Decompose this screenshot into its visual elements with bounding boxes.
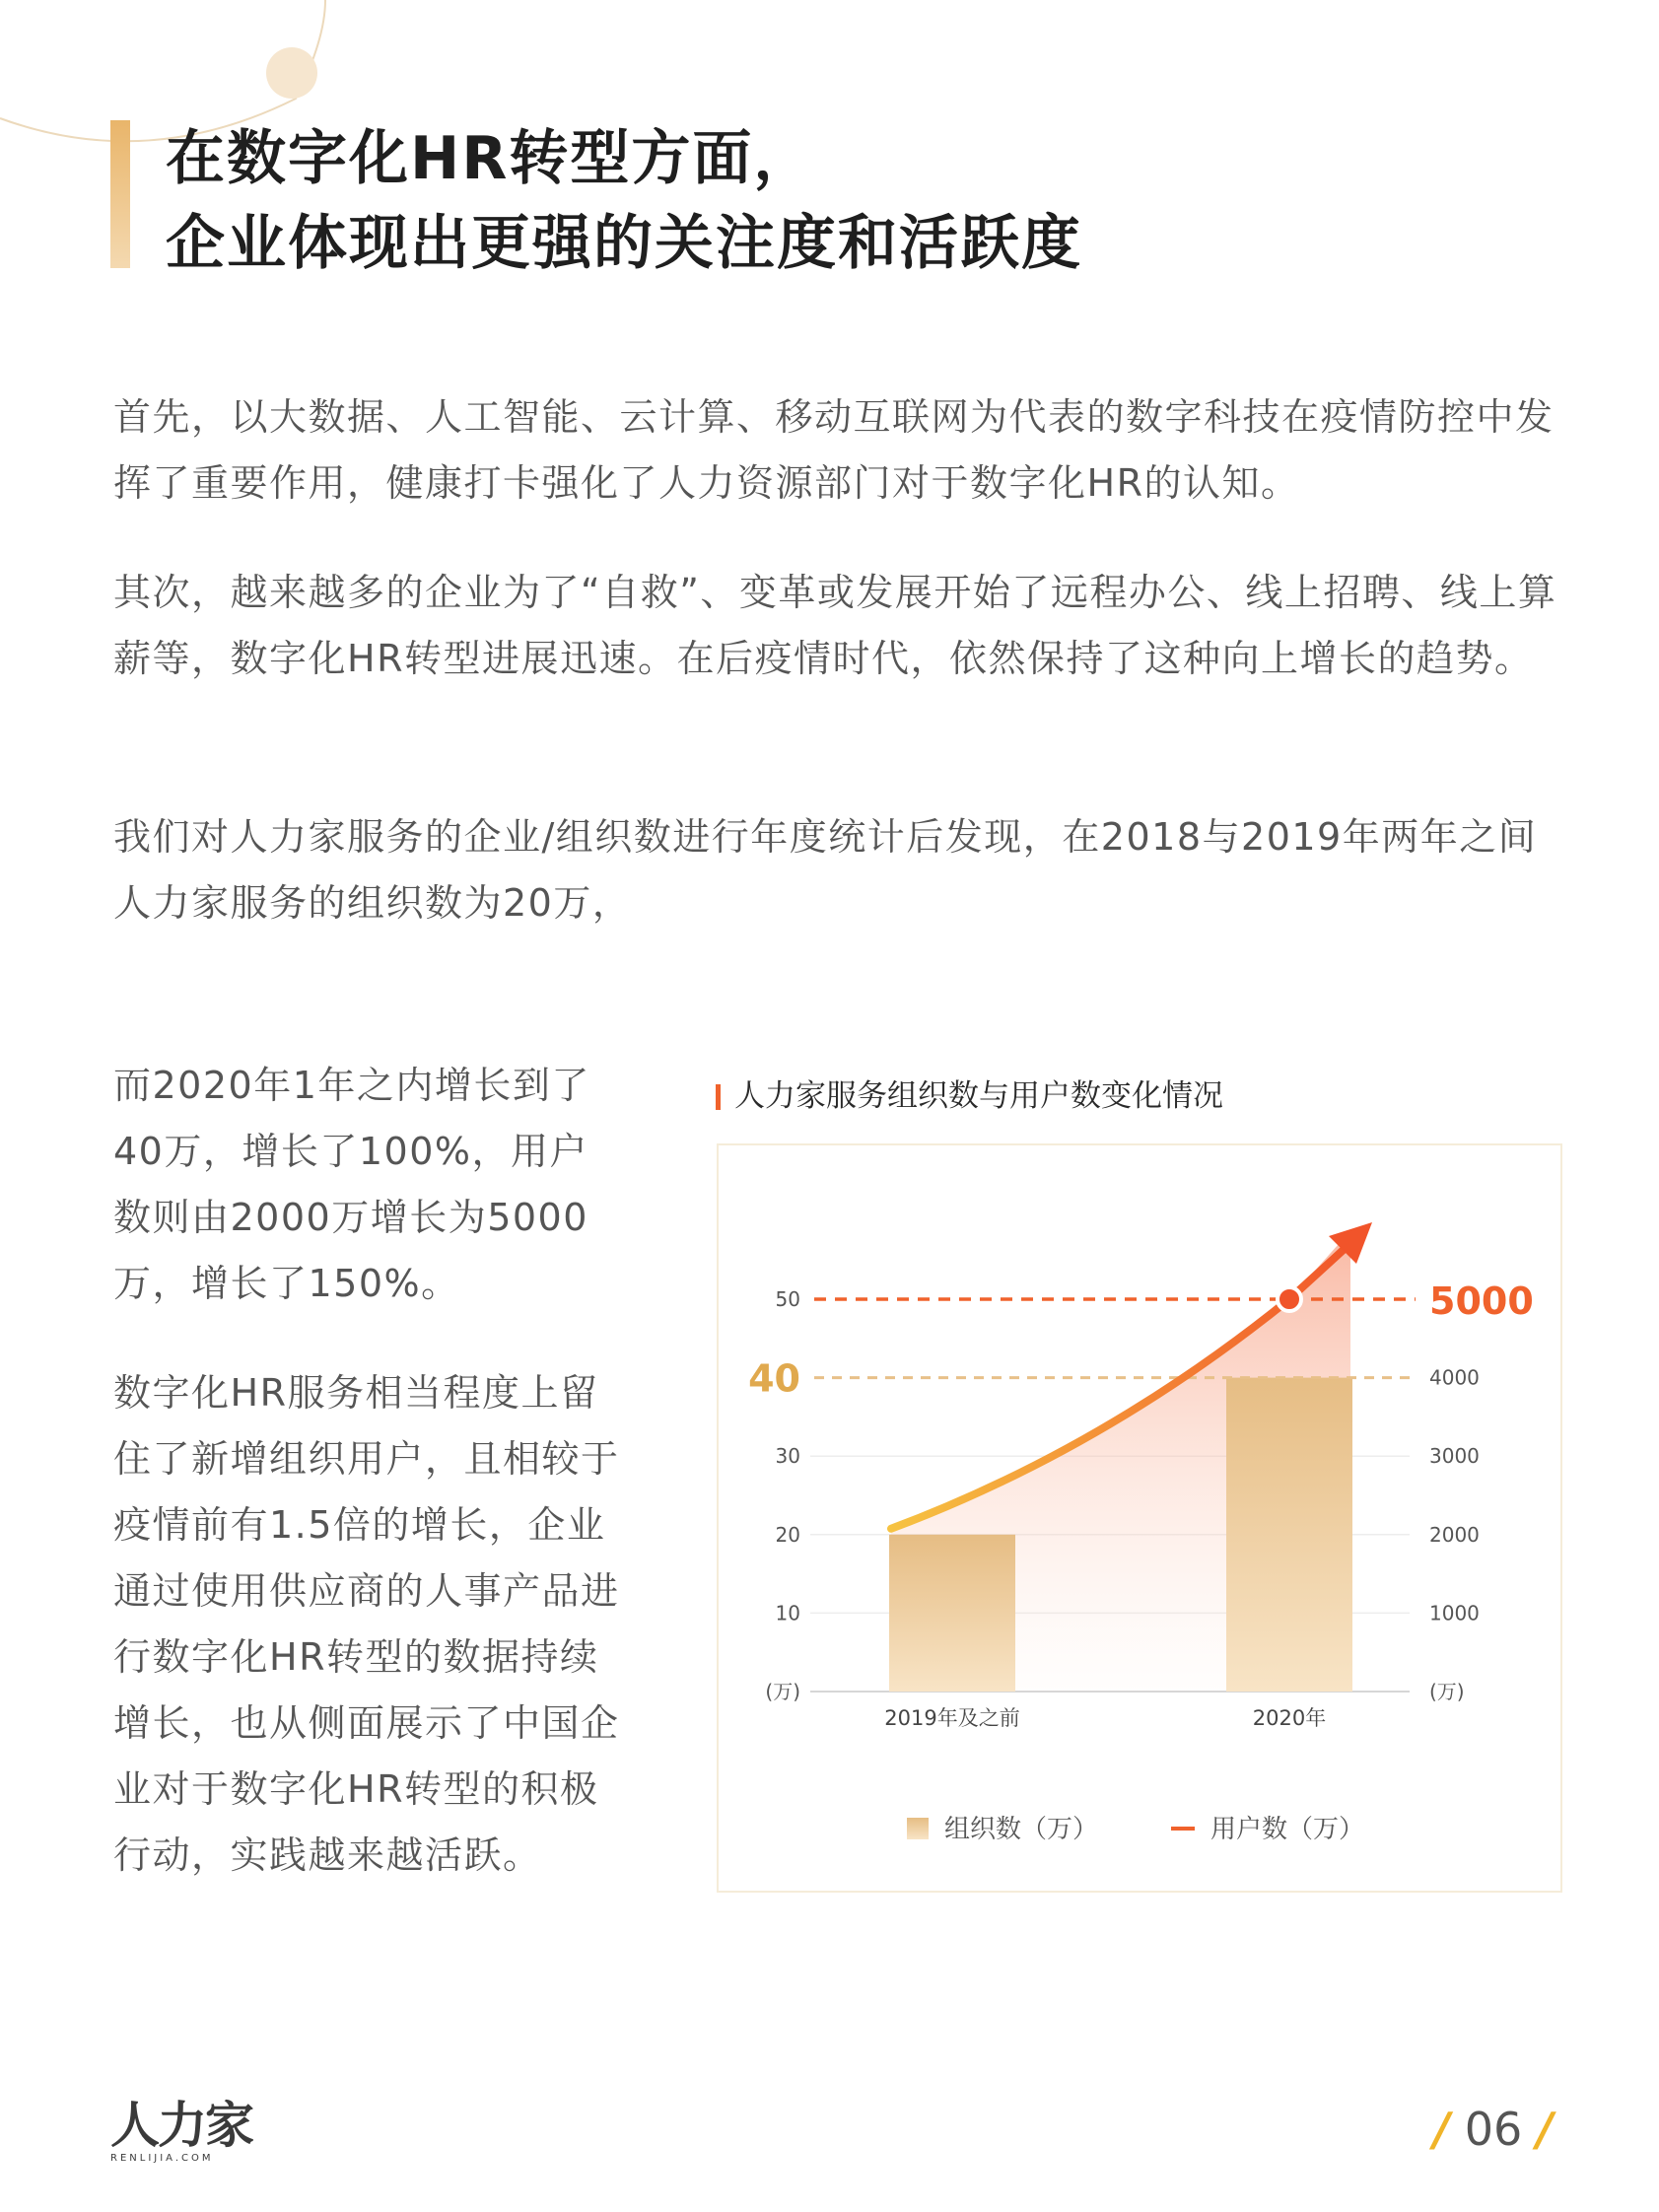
legend-bar-swatch bbox=[907, 1818, 929, 1839]
side-paragraph-1: 而2020年1年之内增长到了40万，增长了100%，用户数则由2000万增长为5000万，增长了150%。 bbox=[113, 1064, 590, 1305]
highlight-label-5000: 5000 bbox=[1429, 1279, 1534, 1323]
page-number bbox=[1419, 2100, 1567, 2159]
legend-line-label: 用户数（万） bbox=[1210, 1815, 1365, 1844]
right-tick-label: 4000 bbox=[1429, 1365, 1480, 1390]
side-paragraph-2: 数字化HR服务相当程度上留住了新增组织用户，且相较于疫情前有1.5倍的增长，企业通过使用供应商的人事产品进行数字化HR转型的数据持续增长，也从侧面展示了中国企业对于数字化HR转型的积极行动，实践越来越活跃。 bbox=[113, 1371, 620, 1877]
legend-bar-label: 组织数（万） bbox=[944, 1815, 1099, 1844]
slash-left-icon: / bbox=[1433, 2103, 1451, 2156]
right-tick-label: 3000 bbox=[1429, 1444, 1480, 1469]
page-number-value: 06 bbox=[1464, 2103, 1523, 2156]
x-tick-label: 2019年及之前 bbox=[884, 1706, 1020, 1730]
left-axis-unit: (万) bbox=[765, 1680, 800, 1703]
left-tick-label: 10 bbox=[775, 1601, 800, 1625]
logo-subtext: RENLIJIA.COM bbox=[110, 2153, 214, 2164]
right-tick-label: 1000 bbox=[1429, 1601, 1480, 1625]
left-tick-label: 20 bbox=[775, 1522, 800, 1547]
brand-logo bbox=[110, 2097, 252, 2167]
x-tick-label: 2020年 bbox=[1252, 1706, 1327, 1730]
paragraph-2: 其次，越来越多的企业为了“自救”、变革或发展开始了远程办公、线上招聘、线上算薪等，数字化HR转型进展迅速。在后疫情时代，依然保持了这种向上增长的趋势。 bbox=[113, 571, 1557, 680]
right-tick-label: 2000 bbox=[1429, 1522, 1480, 1547]
bar-1 bbox=[889, 1535, 1015, 1692]
slash-right-icon: / bbox=[1536, 2103, 1554, 2156]
title-line-2: 企业体现出更强的关注度和活跃度 bbox=[166, 209, 1082, 278]
paragraph-3: 我们对人力家服务的企业/组织数进行年度统计后发现，在2018与2019年两年之间人力家服务的组织数为20万， bbox=[113, 815, 1538, 925]
chart-title: 人力家服务组织数与用户数变化情况 bbox=[734, 1078, 1223, 1114]
left-tick-label: 30 bbox=[775, 1444, 800, 1469]
paragraph-1: 首先，以大数据、人工智能、云计算、移动互联网为代表的数字科技在疫情防控中发挥了重要作用，健康打卡强化了人力资源部门对于数字化HR的认知。 bbox=[113, 395, 1555, 505]
right-axis-unit: (万) bbox=[1429, 1680, 1465, 1703]
title-line-1: 在数字化HR转型方面， bbox=[166, 124, 815, 193]
highlight-label-40: 40 bbox=[748, 1356, 800, 1401]
left-tick-label: 50 bbox=[775, 1287, 800, 1311]
logo-text: 人力家 bbox=[110, 2097, 252, 2154]
user-point-2020 bbox=[1278, 1287, 1301, 1311]
bar-2 bbox=[1226, 1378, 1352, 1692]
